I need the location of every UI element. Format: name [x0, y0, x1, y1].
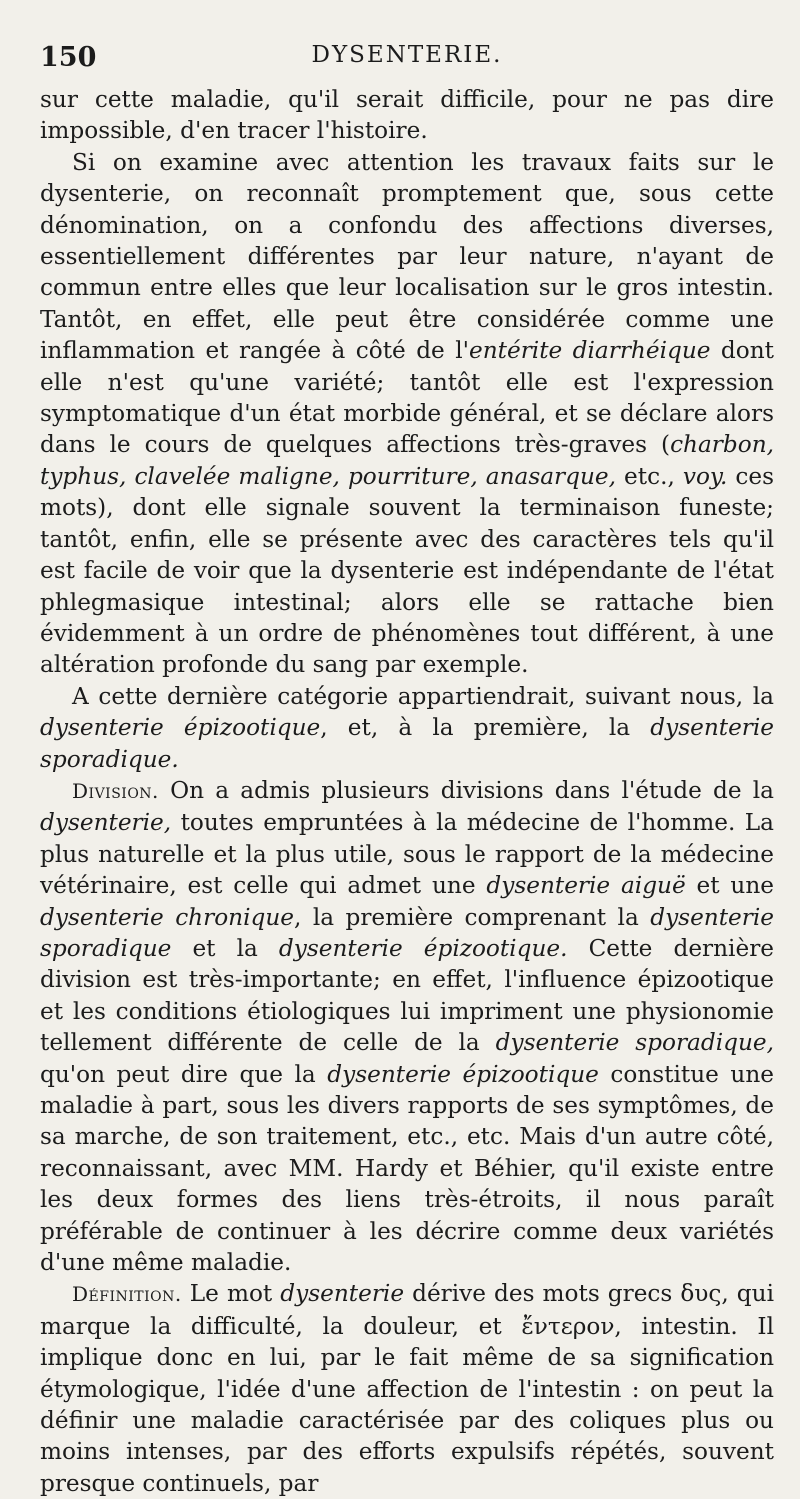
page-header — [40, 30, 774, 80]
page-number: 150 — [40, 42, 97, 73]
section-label-division: Division. — [72, 778, 159, 803]
paragraph-definition: Définition. Le mot dysenterie dérive des mots grecs δυς, qui marque la difficulté, la douleur, et ἔντερον, intestin. Il implique donc en lui, par le fait même de sa signification étymologique, l'idée d'une affection de l'intestin : on peut la définir une maladie caractérisée par des coliques plus ou moins intenses, par des efforts expulsifs répétés, souvent presque continuels, par — [40, 1280, 775, 1497]
paragraph-category: A cette dernière catégorie appartiendrait, suivant nous, la dysenterie épizootique, et, à la première, la dysenterie sporadique. — [40, 682, 775, 773]
paragraph-continuation: sur cette maladie, qu'il serait difficile, pour ne pas dire impossible, d'en tracer l'histoire. — [40, 86, 774, 145]
paragraph-confusion: Si on examine avec attention les travaux faits sur le dysenterie, on reconnaît promptement que, sous cette dénomination, on a confondu des affections diverses, essentiellement différentes par leur nature, n'ayant de commun entre elles que leur localisation sur le gros intestin. Tantôt, en effet, elle peut être considérée comme une inflammation et rangée à côté de l'entérite diarrhéique dont elle n'est qu'une variété; tantôt elle est l'expression symptomatique d'un état morbide général, et se déclare alors dans le cours de quelques affections très-graves (charbon, typhus, clavelée maligne, pourriture, anasarque, etc., voy. ces mots), dont elle signale souvent la terminaison funeste; tantôt, enfin, elle se présente avec des caractères tels qu'il est facile de voir que la dysenterie est indépendante de l'état phlegmasique intestinal; alors elle se rattache bien évidemment à un ordre de phénomènes tout différent, à une altération profonde du sang par exemple. — [40, 148, 774, 679]
running-title: DYSENTERIE. — [311, 42, 503, 68]
paragraph-division: Division. On a admis plusieurs divisions dans l'étude de la dysenterie, toutes empruntées à la médecine de l'homme. La plus naturelle et la plus utile, sous le rapport de la médecine vétérinaire, est celle qui admet une dysenterie aiguë et une dysenterie chronique, la première comprenant la dysenterie sporadique et la dysenterie épizootique. Cette dernière division est très-importante; en effet, l'influence épizootique et les conditions étiologiques lui impriment une physionomie tellement différente de celle de la dysenterie sporadique, qu'on peut dire que la dysenterie épizootique constitue une maladie à part, sous les divers rapports de ses symptômes, de sa marche, de son traitement, etc., etc. Mais d'un autre côté, reconnaissant, avec MM. Hardy et Béhier, qu'il existe entre les deux formes des liens très-étroits, il nous paraît préférable de continuer à les décrire comme deux variétés d'une même maladie. — [40, 776, 775, 1277]
section-label-definition: Définition. — [72, 1282, 182, 1307]
body-text — [40, 84, 774, 1499]
